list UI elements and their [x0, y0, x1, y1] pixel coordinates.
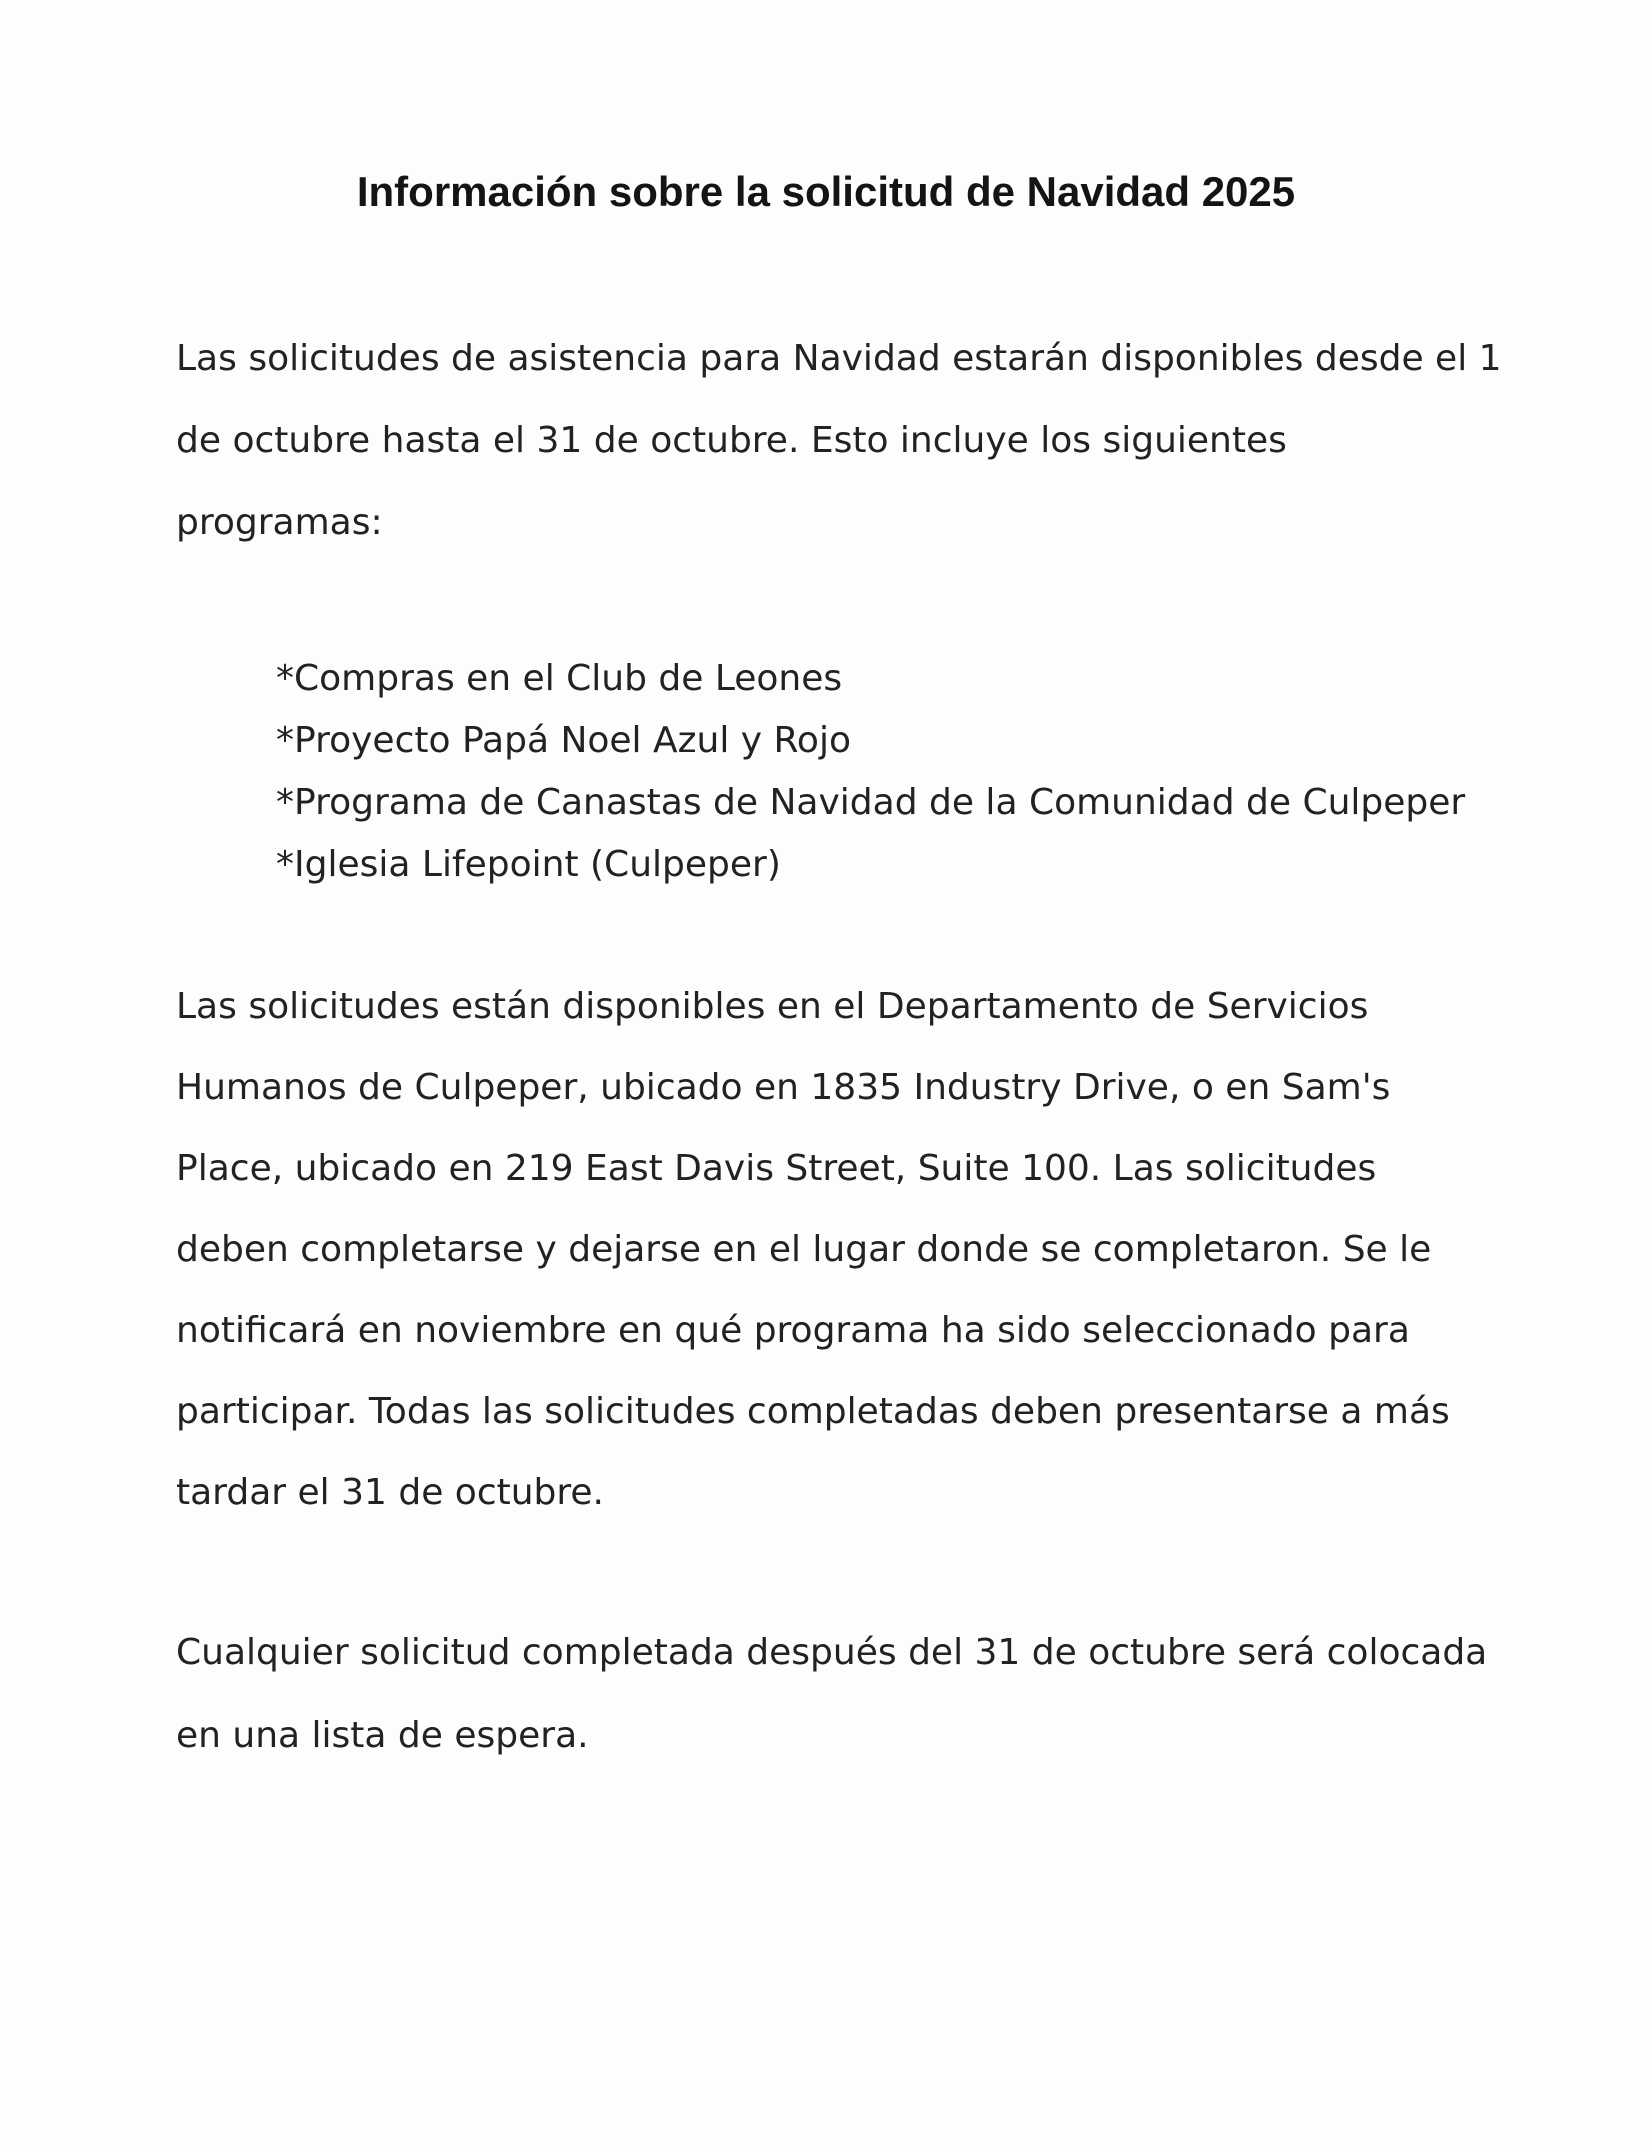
program-list [276, 648, 1465, 896]
intro-paragraph [176, 318, 1502, 564]
program-item-santa-project: *Proyecto Papá Noel Azul y Rojo [276, 720, 851, 761]
document-title: Información sobre la solicitud de Navidad 2025 [356, 168, 1296, 215]
waitlist-line: en una lista de espera. [176, 1715, 589, 1756]
program-item-lifepoint-church: *Iglesia Lifepoint (Culpeper) [276, 844, 781, 885]
waitlist-paragraph [176, 1611, 1487, 1777]
availability-line: Place, ubicado en 219 East Davis Street, Suite 100. Las solicitudes [176, 1148, 1377, 1189]
availability-line: notificará en noviembre en qué programa ha sido seleccionado para [176, 1310, 1410, 1351]
program-item-lions-club: *Compras en el Club de Leones [276, 658, 843, 699]
availability-line: Humanos de Culpeper, ubicado en 1835 Industry Drive, o en Sam's [176, 1067, 1391, 1108]
availability-line: deben completarse y dejarse en el lugar donde se completaron. Se le [176, 1229, 1432, 1270]
waitlist-line: Cualquier solicitud completada después del 31 de octubre será colocada [176, 1632, 1488, 1673]
availability-line: participar. Todas las solicitudes completadas deben presentarse a más [176, 1391, 1450, 1432]
availability-line: Las solicitudes están disponibles en el Departamento de Servicios [176, 986, 1369, 1027]
intro-line: de octubre hasta el 31 de octubre. Esto incluye los siguientes [176, 420, 1287, 461]
program-item-christmas-baskets: *Programa de Canastas de Navidad de la Comunidad de Culpeper [276, 782, 1466, 823]
availability-paragraph [176, 966, 1450, 1533]
availability-line: tardar el 31 de octubre. [176, 1472, 604, 1513]
intro-line: programas: [176, 502, 383, 543]
intro-line: Las solicitudes de asistencia para Navidad estarán disponibles desde el 1 [176, 338, 1502, 379]
